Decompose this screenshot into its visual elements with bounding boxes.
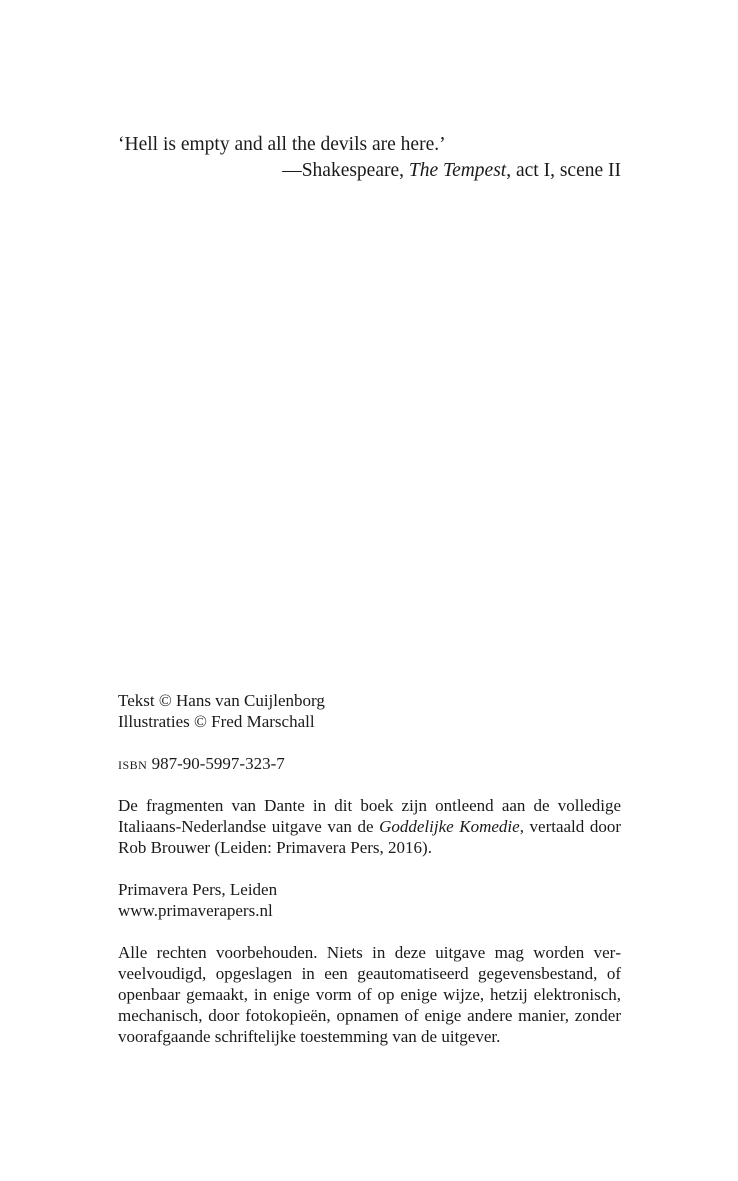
attribution-title: The Tempest [408, 160, 507, 181]
colophon [118, 690, 621, 1068]
text-credit: Tekst © Hans van Cuijlenborg [118, 691, 325, 710]
publisher-url: www.primaverapers.nl [118, 901, 273, 920]
epigraph-quote: ‘Hell is empty and all the devils are here.’ [118, 134, 446, 155]
credits [118, 690, 621, 732]
isbn-label: isbn [118, 754, 148, 773]
source-text-1: De fragmenten van Dante in dit boek zijn ontleend aan de volledige Italiaans-Nederlandse uitgave van de [118, 796, 621, 836]
isbn-number: 987-90-5997-323-7 [147, 754, 285, 773]
attribution-prefix: —Shakespeare, [282, 160, 409, 181]
attribution-suffix: , act I, scene II [506, 160, 621, 181]
rights-notice: Alle rechten voorbehouden. Niets in deze uitgave mag worden verveelvoudigd, opgeslagen in een geautomatiseerd gegevensbestand, of openbaar gemaakt, in enige vorm of op enige wijze, hetzij elektronisch, mechanisch, door fotokopieën, opnamen of enige andere manier, zonder voorafgaande schriftelijke toestemming van de uitgever. [118, 943, 621, 1046]
epigraph-attribution [118, 158, 621, 184]
illustration-credit: Illustraties © Fred Marschall [118, 712, 315, 731]
source-note [118, 795, 621, 858]
source-text-2: , vertaald door Rob Brouwer (Leiden: Primavera Pers, 2016). [118, 817, 621, 857]
source-title: Goddelijke Komedie [379, 817, 520, 836]
publisher [118, 879, 621, 921]
publisher-name: Primavera Pers, Leiden [118, 880, 278, 899]
isbn [118, 753, 621, 774]
epigraph [118, 132, 621, 184]
